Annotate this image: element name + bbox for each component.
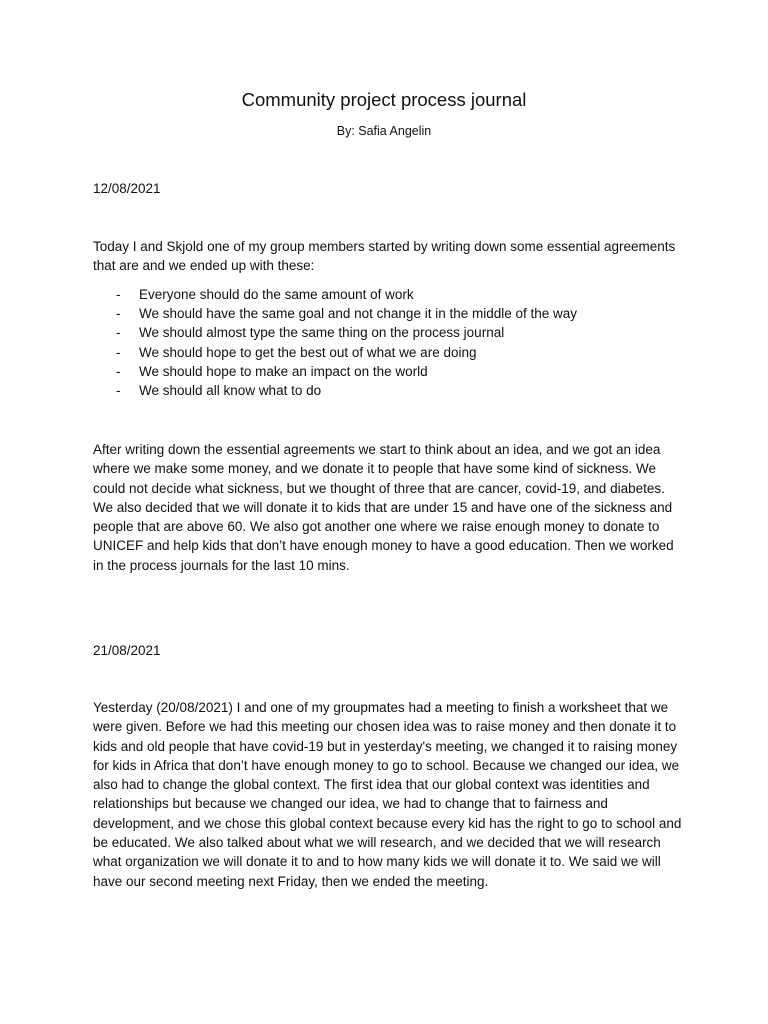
- bullet-dash: -: [116, 363, 121, 379]
- list-item: [93, 343, 683, 362]
- list-item: [93, 381, 683, 400]
- list-item: [93, 323, 683, 342]
- entry-date: 12/08/2021: [93, 181, 161, 196]
- list-item-text: We should hope to get the best out of what we are doing: [139, 344, 477, 360]
- body-text: After writing down the essential agreements we start to think about an idea, and we got an idea where we make some money, and we donate it to people that have some kind of sickness. We could not decide what sickness, but we thought of three that are cancer, covid-19, and diabetes. We also decided that we will donate it to kids that are under 15 and have one of the sickness and people that are above 60. We also got another one where we raise enough money to donate to UNICEF and help kids that don’t have enough money to have a good education. Then we worked in the process journals for the last 10 mins.: [93, 442, 674, 573]
- list-item-text: We should have the same goal and not change it in the middle of the way: [139, 306, 578, 322]
- bullet-dash: -: [116, 287, 121, 302]
- list-item: [93, 285, 683, 304]
- entry-body: [93, 698, 683, 891]
- entry-date: 21/08/2021: [93, 643, 161, 658]
- intro-text: Today I and Skjold one of my group members started by writing down some essential agreements that are and we ended up with these:: [93, 239, 676, 274]
- list-item: [93, 362, 683, 381]
- bullet-dash: -: [116, 306, 121, 322]
- bullet-dash: -: [116, 383, 121, 399]
- list-item: [93, 304, 683, 323]
- author-byline: By: Safia Angelin: [336, 124, 432, 138]
- agreements-list: [93, 285, 683, 400]
- list-item-text: We should almost type the same thing on the process journal: [139, 325, 505, 341]
- bullet-dash: -: [116, 325, 121, 341]
- list-item-text: We should hope to make an impact on the world: [139, 363, 428, 379]
- bullet-dash: -: [116, 344, 121, 360]
- list-item-text: Everyone should do the same amount of work: [139, 287, 414, 302]
- list-item-text: We should all know what to do: [139, 383, 322, 399]
- entry-body: [93, 440, 683, 575]
- body-text: Yesterday (20/08/2021) I and one of my groupmates had a meeting to finish a worksheet that we were given. Before we had this meeting our chosen idea was to raise money and then donate it to kids and old people that have covid-19 but in yesterday's meeting, we changed it to raising money for kids in Africa that don’t have enough money to go to school. Because we changed our idea, we also had to change the global context. The first idea that our global context was identities and relationships but because we changed our idea, we had to change that to fairness and development, and we chose this global context because every kid has the right to go to school and be educated. We also talked about what we will research, and we decided that we will research what organization we will donate it to and to how many kids we will donate it to. We said we will have our second meeting next Friday, then we ended the meeting.: [93, 700, 682, 889]
- entry-intro: [93, 237, 683, 276]
- page-title: Community project process journal: [241, 89, 527, 110]
